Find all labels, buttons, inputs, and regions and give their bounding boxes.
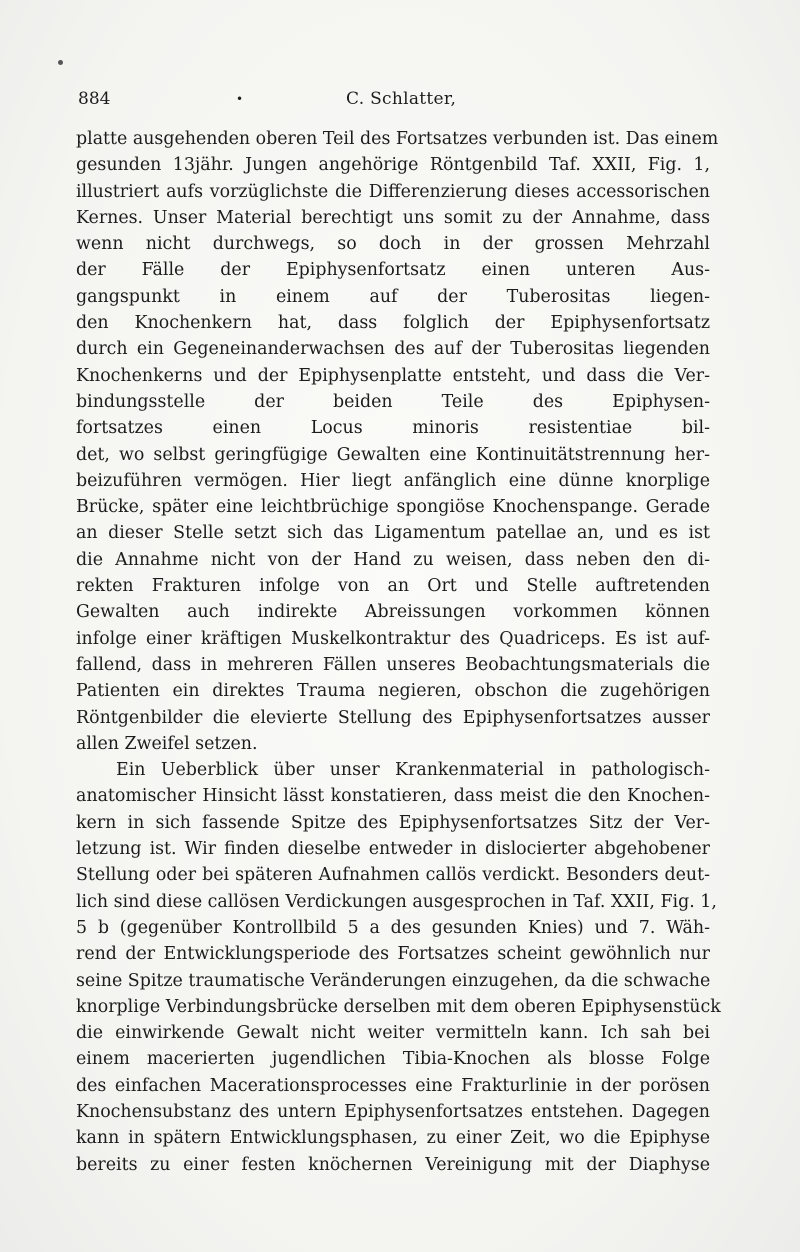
text-line: illustriert aufs vorzüglichste die Differenzierung dieses accessorischen bbox=[76, 181, 710, 202]
text-line: der Fälle der Epiphysenfortsatz einen unteren Aus- bbox=[76, 260, 710, 281]
text-line: fallend, dass in mehreren Fällen unseres Beobachtungsmaterials die bbox=[76, 654, 710, 675]
text-line: die einwirkende Gewalt nicht weiter vermitteln kann. Ich sah bei bbox=[76, 1023, 710, 1044]
page-header bbox=[78, 86, 710, 112]
text-line: kann in spätern Entwicklungsphasen, zu einer Zeit, wo die Epiphyse bbox=[76, 1128, 710, 1149]
text-line: knorplige Verbindungsbrücke derselben mit dem oberen Epiphysenstück bbox=[76, 996, 721, 1017]
text-line: bindungsstelle der beiden Teile des Epiphysen- bbox=[76, 391, 710, 412]
header-separator: • bbox=[236, 92, 244, 106]
page-number: 884 bbox=[78, 89, 111, 109]
text-line: Knochenkerns und der Epiphysenplatte entsteht, und dass die Ver- bbox=[76, 365, 710, 386]
text-line: durch ein Gegeneinanderwachsen des auf der Tuberositas liegenden bbox=[76, 339, 710, 360]
text-line: rekten Frakturen infolge von an Ort und Stelle auftretenden bbox=[76, 576, 710, 597]
text-line: kern in sich fassende Spitze des Epiphysenfortsatzes Sitz der Ver- bbox=[76, 812, 710, 833]
text-line: letzung ist. Wir finden dieselbe entweder in dislocierter abgehobener bbox=[76, 839, 710, 860]
text-line: bereits zu einer festen knöchernen Vereinigung mit der Diaphyse bbox=[76, 1154, 710, 1175]
text-line: einem macerierten jugendlichen Tibia-Knochen als blosse Folge bbox=[76, 1049, 710, 1070]
text-line: fortsatzes einen Locus minoris resistentiae bil- bbox=[76, 418, 710, 439]
text-line: des einfachen Macerationsprocesses eine Frakturlinie in der porösen bbox=[76, 1075, 710, 1096]
print-speck bbox=[58, 60, 63, 65]
text-line: Stellung oder bei späteren Aufnahmen callös verdickt. Besonders deut- bbox=[76, 865, 710, 886]
paragraph-last-line: allen Zweifel setzen. bbox=[76, 733, 258, 754]
text-line: gesunden 13jähr. Jungen angehörige Röntgenbild Taf. XXII, Fig. 1, bbox=[76, 155, 710, 176]
text-line: rend der Entwicklungsperiode des Fortsatzes scheint gewöhnlich nur bbox=[76, 944, 710, 965]
text-line: wenn nicht durchwegs, so doch in der grossen Mehrzahl bbox=[76, 234, 710, 255]
body-text bbox=[76, 126, 721, 1178]
text-line: Gewalten auch indirekte Abreissungen vorkommen können bbox=[76, 602, 710, 623]
text-line: beizuführen vermögen. Hier liegt anfänglich eine dünne knorplige bbox=[76, 470, 710, 491]
text-line: Patienten ein direktes Trauma negieren, obschon die zugehörigen bbox=[76, 681, 710, 702]
text-line: Knochensubstanz des untern Epiphysenfortsatzes entstehen. Dagegen bbox=[76, 1101, 710, 1122]
text-line: lich sind diese callösen Verdickungen ausgesprochen in Taf. XXII, Fig. 1, bbox=[76, 891, 717, 912]
text-line: an dieser Stelle setzt sich das Ligamentum patellae an, und es ist bbox=[76, 523, 710, 544]
text-line: Brücke, später eine leichtbrüchige spongiöse Knochenspange. Gerade bbox=[76, 497, 710, 518]
paragraph-first-line: Ein Ueberblick über unser Krankenmaterial in pathologisch- bbox=[116, 760, 710, 781]
text-line: die Annahme nicht von der Hand zu weisen, dass neben den di- bbox=[76, 549, 710, 570]
text-line: det, wo selbst geringfügige Gewalten eine Kontinuitätstrennung her- bbox=[76, 444, 710, 465]
text-line: gangspunkt in einem auf der Tuberositas liegen- bbox=[76, 286, 710, 307]
text-line: anatomischer Hinsicht lässt konstatieren, dass meist die den Knochen- bbox=[76, 786, 710, 807]
text-line: den Knochenkern hat, dass folglich der Epiphysenfortsatz bbox=[76, 313, 710, 334]
text-line: Röntgenbilder die elevierte Stellung des Epiphysenfortsatzes ausser bbox=[76, 707, 710, 728]
running-head-author: C. Schlatter, bbox=[346, 89, 457, 109]
text-line: Kernes. Unser Material berechtigt uns somit zu der Annahme, dass bbox=[76, 207, 710, 228]
text-line: 5 b (gegenüber Kontrollbild 5 a des gesunden Knies) und 7. Wäh- bbox=[76, 917, 710, 938]
text-line: seine Spitze traumatische Veränderungen einzugehen, da die schwache bbox=[76, 970, 711, 991]
text-line: platte ausgehenden oberen Teil des Fortsatzes verbunden ist. Das einem bbox=[76, 129, 719, 149]
text-line: infolge einer kräftigen Muskelkontraktur des Quadriceps. Es ist auf- bbox=[76, 628, 710, 649]
